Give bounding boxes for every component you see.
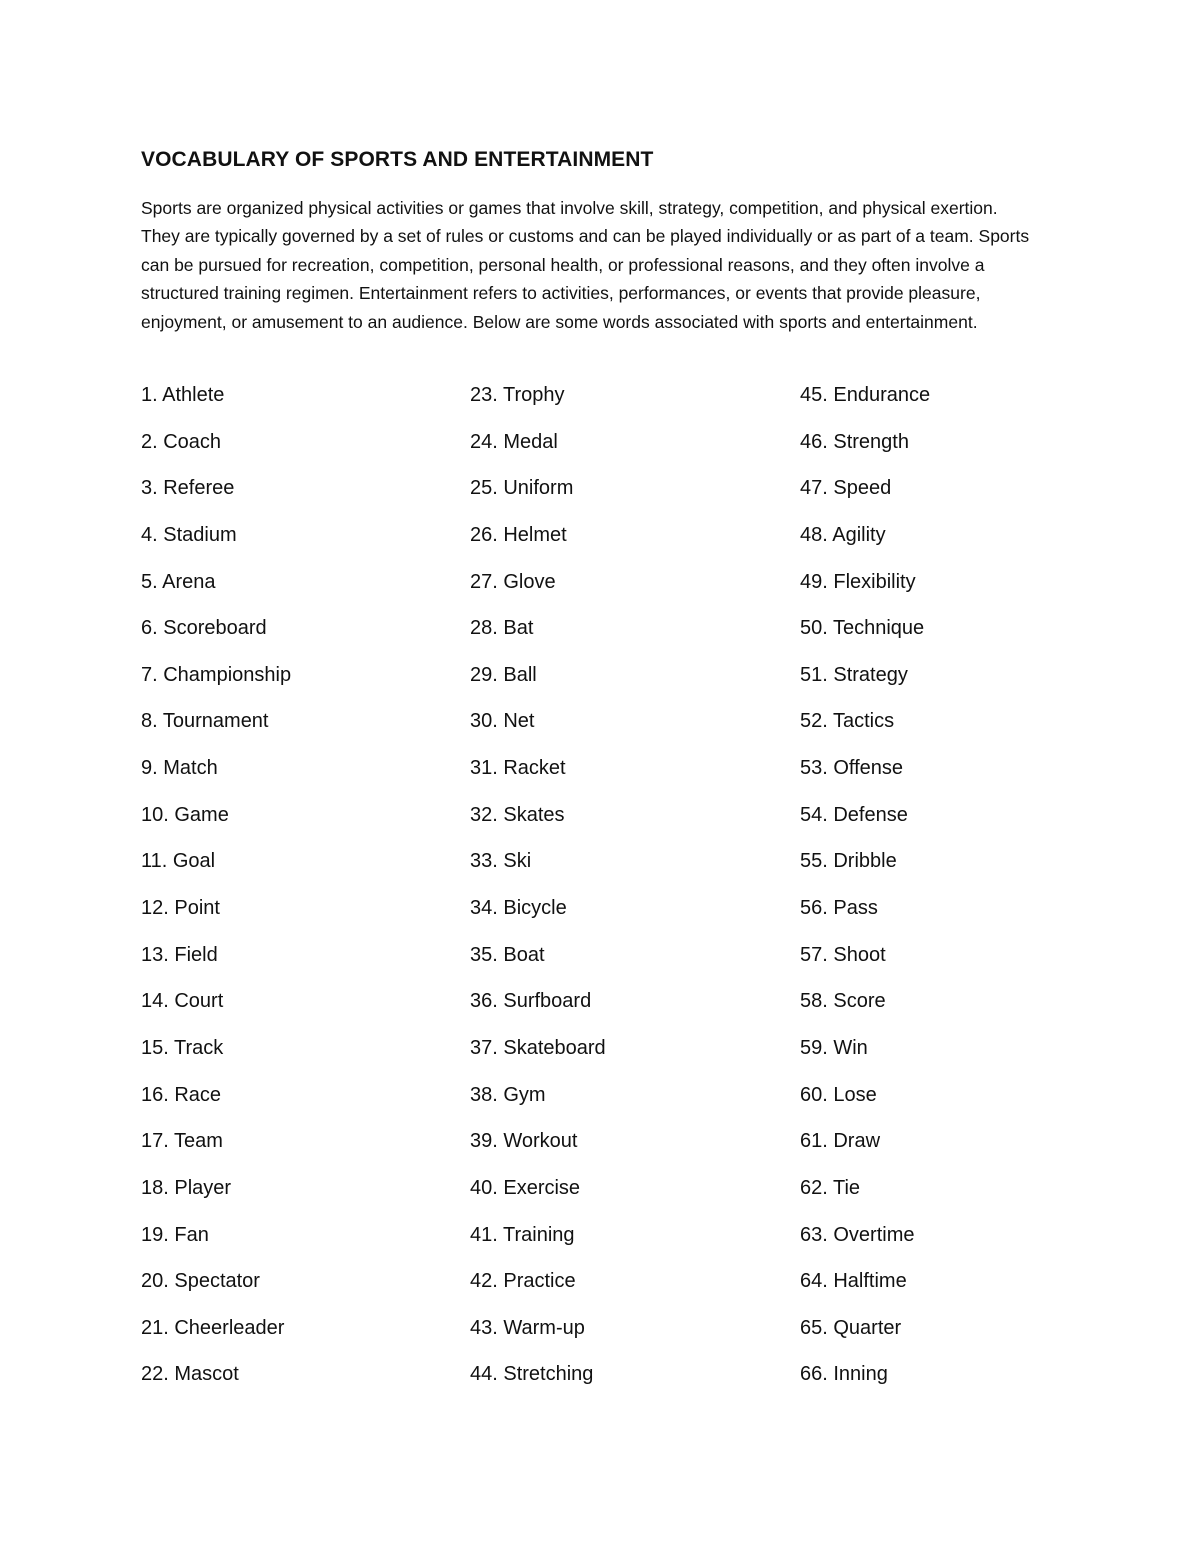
vocabulary-item: 14. Court	[141, 990, 224, 1013]
vocabulary-item: 64. Halftime	[800, 1270, 907, 1293]
vocabulary-item: 27. Glove	[470, 570, 556, 593]
vocabulary-item: 51. Strategy	[800, 663, 908, 686]
vocabulary-item: 60. Lose	[800, 1083, 877, 1106]
vocabulary-item: 37. Skateboard	[470, 1036, 606, 1059]
vocabulary-item: 10. Game	[141, 803, 229, 826]
vocabulary-item: 5. Arena	[141, 570, 216, 593]
vocabulary-item: 19. Fan	[141, 1223, 209, 1246]
vocabulary-item: 40. Exercise	[470, 1176, 581, 1199]
vocabulary-item: 53. Offense	[800, 757, 904, 780]
vocabulary-item: 49. Flexibility	[800, 570, 916, 593]
vocabulary-item: 61. Draw	[800, 1130, 881, 1153]
vocabulary-item: 48. Agility	[800, 523, 886, 546]
vocabulary-item: 16. Race	[141, 1083, 222, 1106]
vocabulary-item: 52. Tactics	[800, 710, 895, 733]
vocabulary-item: 35. Boat	[470, 943, 545, 966]
vocabulary-item: 26. Helmet	[470, 523, 567, 546]
vocabulary-item: 41. Training	[470, 1223, 575, 1246]
vocabulary-item: 18. Player	[141, 1176, 232, 1199]
vocabulary-item: 23. Trophy	[470, 384, 565, 406]
vocabulary-item: 66. Inning	[800, 1363, 888, 1386]
vocabulary-item: 56. Pass	[800, 897, 878, 920]
vocabulary-item: 43. Warm-up	[470, 1316, 585, 1339]
vocabulary-item: 20. Spectator	[141, 1270, 260, 1293]
vocabulary-item: 46. Strength	[800, 430, 909, 453]
vocabulary-item: 32. Skates	[470, 803, 565, 826]
vocabulary-column-1	[141, 380, 461, 1406]
vocabulary-item: 21. Cheerleader	[141, 1316, 285, 1339]
vocabulary-item: 7. Championship	[141, 663, 292, 686]
vocabulary-item: 45. Endurance	[800, 384, 931, 406]
vocabulary-item: 3. Referee	[141, 477, 235, 500]
vocabulary-item: 2. Coach	[141, 430, 222, 453]
vocabulary-item: 22. Mascot	[141, 1363, 239, 1386]
vocabulary-column-3	[800, 380, 1120, 1406]
vocabulary-item: 50. Technique	[800, 617, 925, 640]
vocabulary-item: 30. Net	[470, 710, 535, 733]
vocabulary-item: 55. Dribble	[800, 850, 897, 873]
vocabulary-item: 62. Tie	[800, 1176, 861, 1199]
document-title: VOCABULARY OF SPORTS AND ENTERTAINMENT	[141, 148, 654, 171]
vocabulary-item: 54. Defense	[800, 803, 908, 826]
vocabulary-item: 38. Gym	[470, 1083, 546, 1106]
vocabulary-item: 59. Win	[800, 1036, 868, 1059]
vocabulary-item: 24. Medal	[470, 430, 558, 453]
vocabulary-item: 47. Speed	[800, 477, 892, 500]
vocabulary-item: 57. Shoot	[800, 943, 886, 966]
vocabulary-item: 42. Practice	[470, 1270, 576, 1293]
intro-paragraph: Sports are organized physical activities or games that involve skill, strategy, competition, and physical exertion. They are typically governed by a set of rules or customs and can be played individually or as part of a team. Sports can be pursued for recreation, competition, personal health, or professional reasons, and they often involve a structured training regimen. Entertainment refers to activities, performances, or events that provide pleasure, enjoyment, or amusement to an audience. Below are some words associated with sports and entertainment.	[141, 198, 1030, 332]
vocabulary-item: 65. Quarter	[800, 1316, 902, 1339]
vocabulary-item: 31. Racket	[470, 757, 566, 780]
vocabulary-item: 34. Bicycle	[470, 897, 567, 920]
vocabulary-item: 36. Surfboard	[470, 990, 592, 1013]
vocabulary-item: 44. Stretching	[470, 1363, 594, 1386]
vocabulary-item: 28. Bat	[470, 617, 534, 640]
vocabulary-item: 6. Scoreboard	[141, 617, 267, 640]
vocabulary-item: 8. Tournament	[141, 710, 269, 733]
vocabulary-item: 9. Match	[141, 757, 218, 780]
vocabulary-item: 63. Overtime	[800, 1223, 915, 1246]
vocabulary-item: 1. Athlete	[141, 384, 225, 406]
vocabulary-item: 33. Ski	[470, 850, 532, 873]
vocabulary-item: 58. Score	[800, 990, 886, 1013]
vocabulary-item: 39. Workout	[470, 1130, 578, 1153]
vocabulary-item: 29. Ball	[470, 663, 537, 686]
vocabulary-item: 12. Point	[141, 897, 220, 920]
vocabulary-item: 11. Goal	[141, 850, 216, 873]
vocabulary-column-2	[470, 380, 790, 1406]
vocabulary-item: 15. Track	[141, 1036, 224, 1059]
vocabulary-item: 25. Uniform	[470, 477, 574, 500]
vocabulary-item: 4. Stadium	[141, 523, 237, 546]
vocabulary-item: 13. Field	[141, 943, 218, 966]
vocabulary-item: 17. Team	[141, 1130, 223, 1153]
